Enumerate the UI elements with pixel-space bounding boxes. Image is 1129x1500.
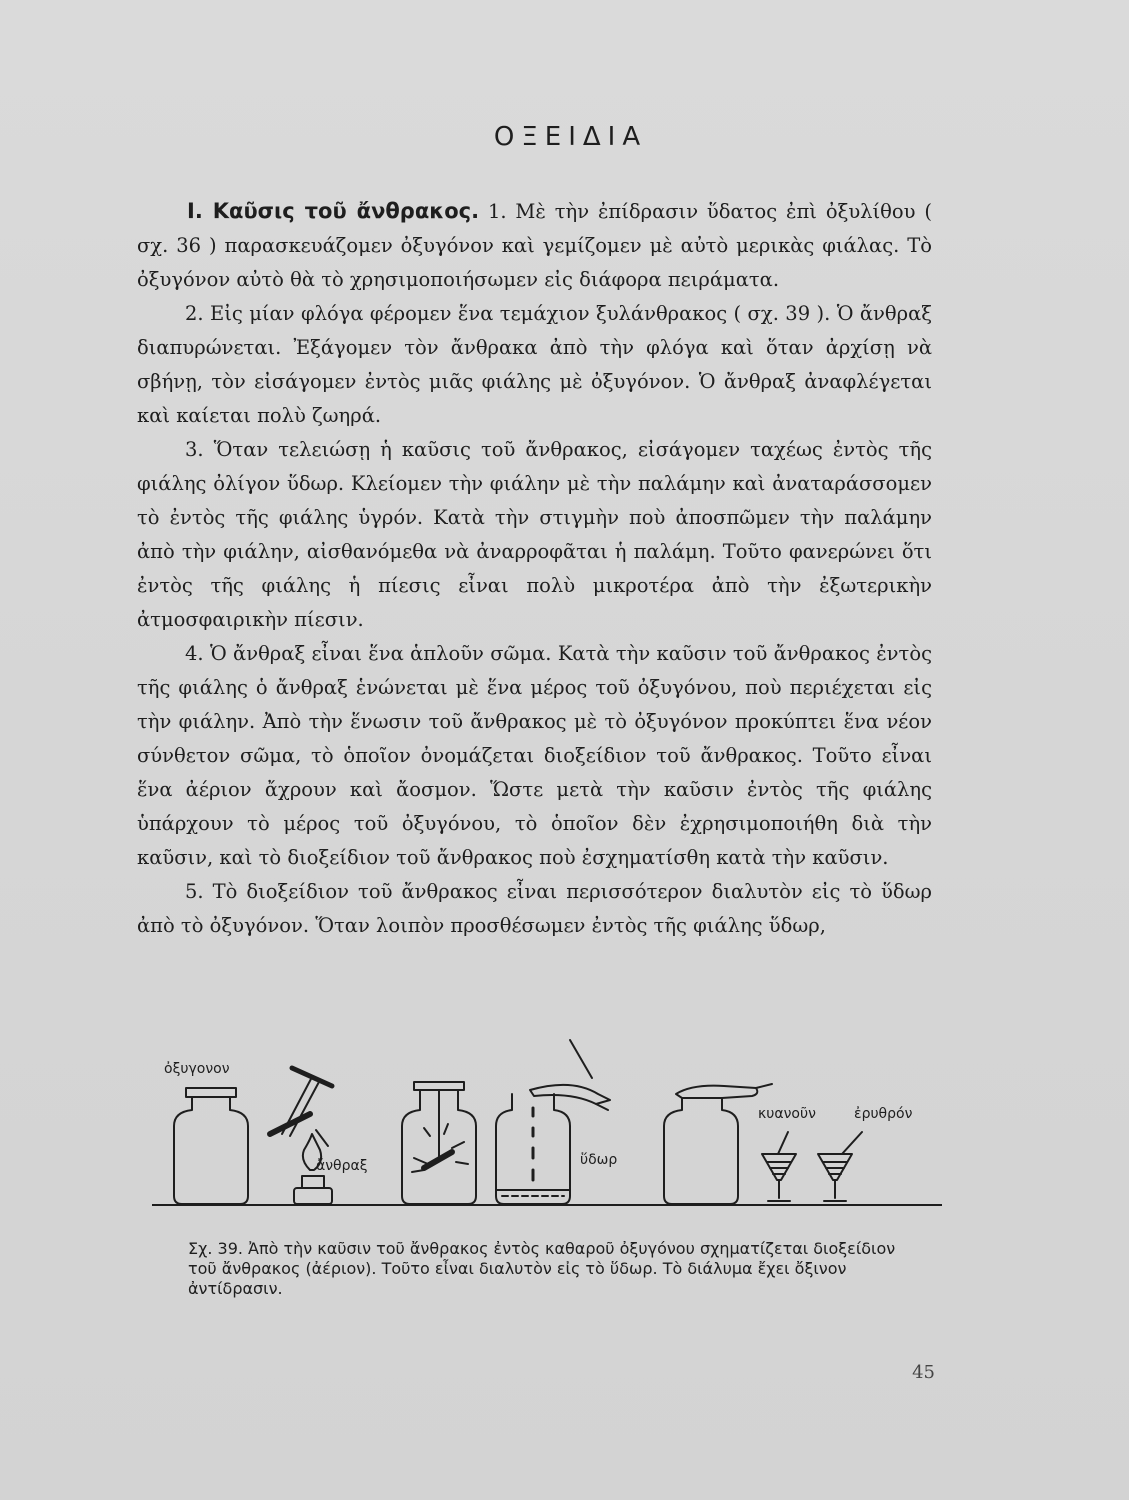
page-title: ΟΞΕΙΔΙΑ: [493, 122, 648, 152]
hand-covered-bottle-icon: [664, 1084, 772, 1204]
oxygen-bottle-icon: [174, 1088, 248, 1204]
blue-solution-glass-icon: [762, 1132, 796, 1201]
label-red: ἐρυθρόν: [854, 1106, 913, 1122]
red-solution-glass-icon: [818, 1132, 862, 1201]
label-water: ὕδωρ: [580, 1152, 618, 1168]
section-heading: Ι. Καῦσις τοῦ ἄνθρακος.: [187, 199, 480, 223]
figure-39-illustration: [152, 1038, 942, 1213]
label-carbon: ἄνθραξ: [316, 1158, 368, 1174]
section-paragraph-1: [137, 194, 932, 297]
label-oxygen: ὀξυγονον: [164, 1061, 230, 1077]
water-bottle-icon: [496, 1040, 610, 1204]
body-text: [137, 194, 932, 943]
burner-with-carbon-icon: [270, 1068, 332, 1204]
paragraph-5: 5. Τὸ διοξείδιον τοῦ ἄνθρακος εἶναι περισσότερον διαλυτὸν εἰς τὸ ὕδωρ ἀπὸ τὸ ὀξυγόνον. Ὅταν λοιπὸν προσθέσωμεν ἐντὸς τῆς φιάλης ὕδωρ,: [137, 880, 932, 937]
paragraph-2: 2. Εἰς μίαν φλόγα φέρομεν ἕνα τεμάχιον ξυλάνθρακος ( σχ. 39 ). Ὁ ἄνθραξ διαπυρώνεται. Ἐξάγομεν τὸν ἄνθρακα ἀπὸ τὴν φλόγα καὶ ὅταν ἀρχίσῃ νὰ σβήνῃ, τὸν εἰσάγομεν ἐντὸς μιᾶς φιάλης μὲ ὀξυγόνον. Ὁ ἄνθραξ ἀναφλέγεται καὶ καίεται πολὺ ζωηρά.: [137, 302, 932, 427]
figure-caption: Σχ. 39. Ἀπὸ τὴν καῦσιν τοῦ ἄνθρακος ἐντὸς καθαροῦ ὀξυγόνου σχηματίζεται διοξείδιον τοῦ ἄνθρακος (ἀέριον). Τοῦτο εἶναι διαλυτὸν εἰς τὸ ὕδωρ. Τὸ διάλυμα ἔχει ὄξινον ἀντίδρασιν.: [188, 1239, 896, 1298]
page-number: 45: [912, 1362, 935, 1383]
paragraph-3: 3. Ὅταν τελειώσῃ ἡ καῦσις τοῦ ἄνθρακος, εἰσάγομεν ταχέως ἐντὸς τῆς φιάλης ὀλίγον ὕδωρ. Κλείομεν τὴν φιάλην μὲ τὴν παλάμην καὶ ἀναταράσσομεν τὸ ἐντὸς τῆς φιάλης ὑγρόν. Κατὰ τὴν στιγμὴν ποὺ ἀποσπῶμεν τὴν παλάμην ἀπὸ τὴν φιάλην, αἰσθανόμεθα νὰ ἀναρροφᾶται ἡ παλάμη. Τοῦτο φανερώνει ὅτι ἐντὸς τῆς φιάλης ἡ πίεσις εἶναι πολὺ μικροτέρα ἀπὸ τὴν ἐξωτερικὴν ἀτμοσφαιρικὴν πίεσιν.: [137, 438, 932, 631]
paragraph-4: 4. Ὁ ἄνθραξ εἶναι ἕνα ἁπλοῦν σῶμα. Κατὰ τὴν καῦσιν τοῦ ἄνθρακος ἐντὸς τῆς φιάλης ὁ ἄνθραξ ἑνώνεται μὲ ἕνα μέρος τοῦ ὀξυγόνου, ποὺ περιέχεται εἰς τὴν φιάλην. Ἀπὸ τὴν ἕνωσιν τοῦ ἄνθρακος μὲ τὸ ὀξυγόνον προκύπτει ἕνα νέον σύνθετον σῶμα, τὸ ὁποῖον ὀνομάζεται διοξείδιον τοῦ ἄνθρακος. Τοῦτο εἶναι ἕνα ἀέριον ἄχρουν καὶ ἄοσμον. Ὥστε μετὰ τὴν καῦσιν ἐντὸς τῆς φιάλης ὑπάρχουν τὸ μέρος τοῦ ὀξυγόνου, τὸ ὁποῖον δὲν ἐχρησιμοποιήθη διὰ τὴν καῦσιν, καὶ τὸ διοξείδιον τοῦ ἄνθρακος ποὺ ἐσχηματίσθη κατὰ τὴν καῦσιν.: [137, 642, 932, 869]
burning-carbon-bottle-icon: [402, 1082, 476, 1204]
paragraph-1-text: 1. Μὲ τὴν ἐπίδρασιν ὕδατος ἐπὶ ὀξυλίθου ( σχ. 36 ) παρασκευάζομεν ὀξυγόνον καὶ γεμίζομεν μὲ αὐτὸ μερικὰς φιάλας. Τὸ ὀξυγόνον αὐτὸ θὰ τὸ χρησιμοποιήσωμεν εἰς διάφορα πειράματα.: [137, 200, 932, 291]
label-blue: κυανοῦν: [758, 1106, 816, 1122]
